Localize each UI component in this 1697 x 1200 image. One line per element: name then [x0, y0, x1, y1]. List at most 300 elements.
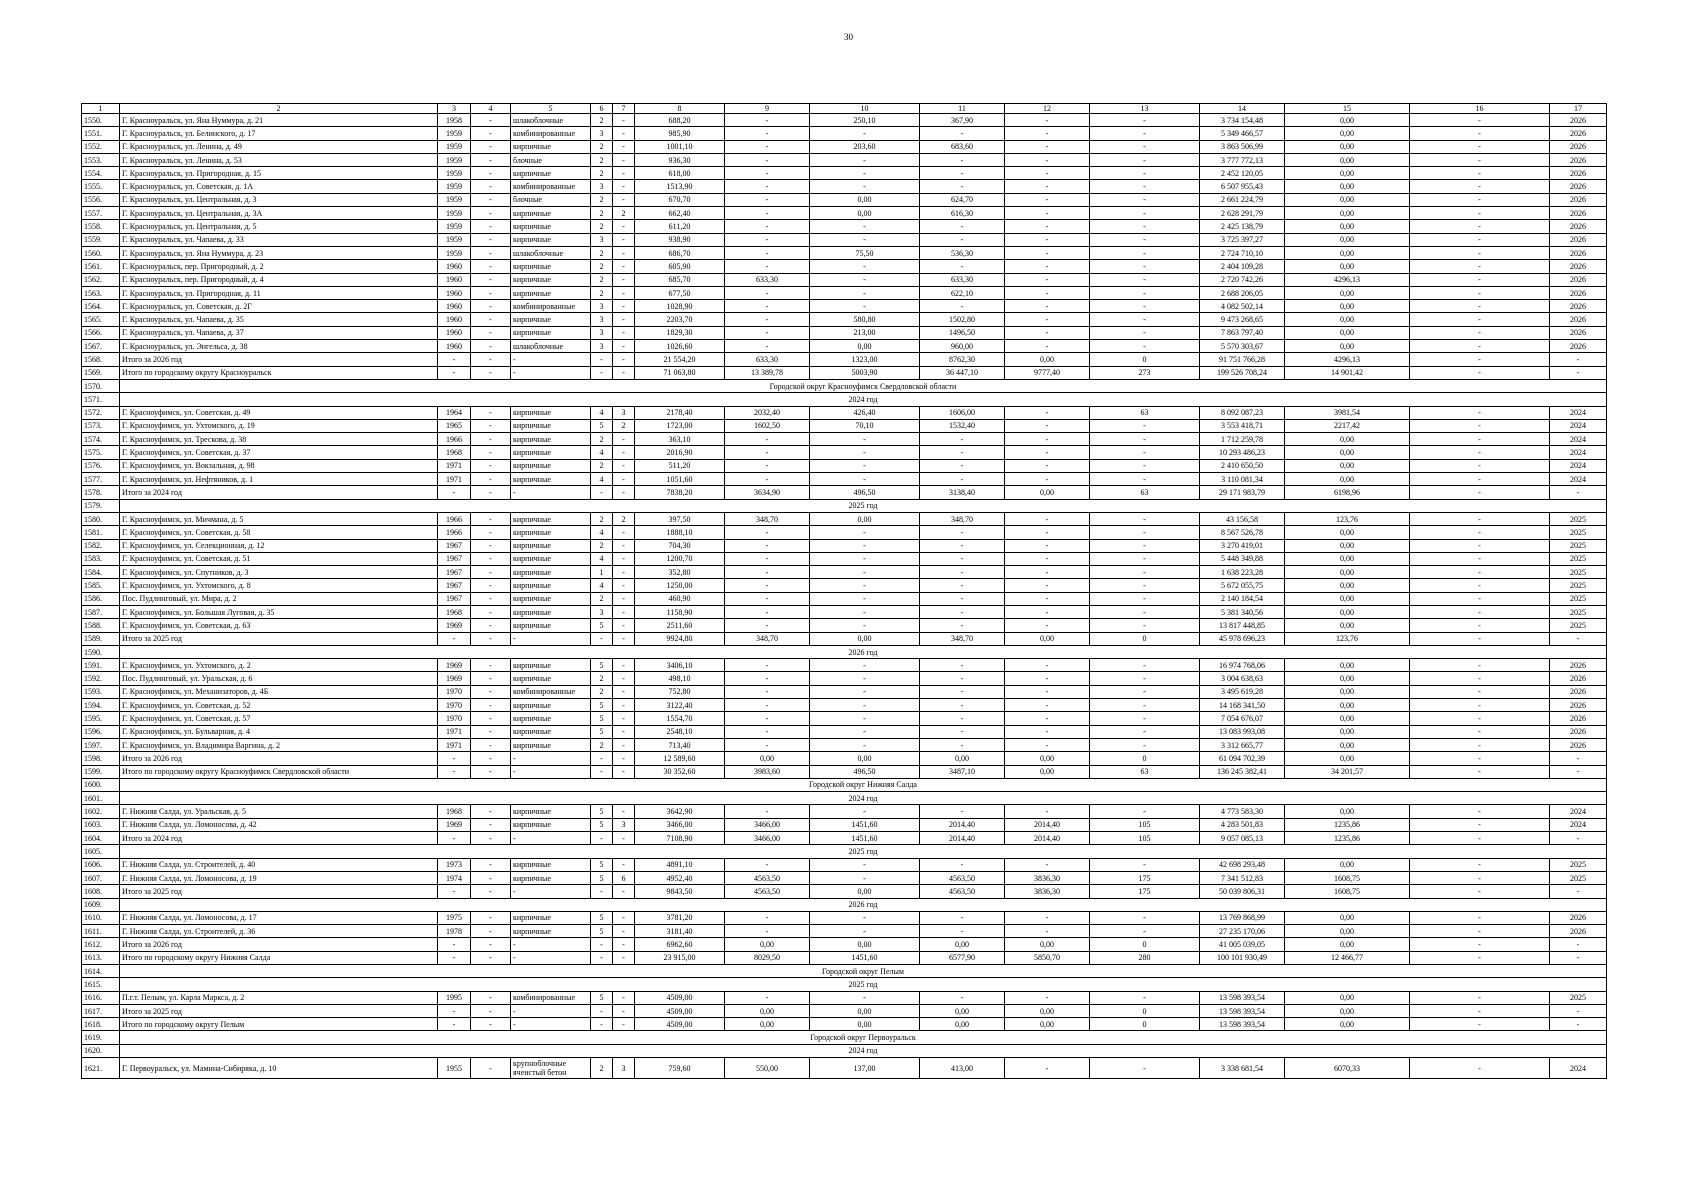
cell-col-5: шлакоблочные [511, 340, 591, 353]
cell-col-5: кирпичные [511, 526, 591, 539]
table-row [82, 246, 1607, 259]
cell-col-14: 3 312 665,77 [1200, 738, 1285, 751]
cell-col-8: 1554,70 [635, 712, 725, 725]
cell-col-5: кирпичные [511, 419, 591, 432]
cell-col-7: - [613, 433, 635, 446]
cell-col-13: 0 [1090, 938, 1200, 951]
cell-col-12: - [1005, 459, 1090, 472]
cell-col-15: 4296,13 [1285, 353, 1410, 366]
cell-col-14: 8 092 087,23 [1200, 406, 1285, 419]
cell-col-4: - [471, 433, 511, 446]
cell-col-10: - [810, 805, 920, 818]
cell-col-11: 3487,10 [920, 765, 1005, 778]
cell-col-11: - [920, 605, 1005, 618]
table-row [82, 765, 1607, 778]
cell-col-12: - [1005, 340, 1090, 353]
cell-col-7: - [613, 805, 635, 818]
cell-col-14: 2 410 650,50 [1200, 459, 1285, 472]
cell-col-6: - [591, 765, 613, 778]
cell-col-16: - [1410, 552, 1550, 565]
cell-col-17: 2025 [1550, 619, 1607, 632]
cell-col-15: 0,00 [1285, 752, 1410, 765]
cell-col-2: Г. Красноуфимск, ул. Советская, д. 49 [120, 406, 438, 419]
page-number: 30 [844, 32, 853, 42]
cell-col-5: кирпичные [511, 406, 591, 419]
cell-col-2: Г. Красноуфимск, ул. Ухтомского, д. 8 [120, 579, 438, 592]
cell-col-13: 273 [1090, 366, 1200, 379]
cell-col-9: 348,70 [725, 512, 810, 525]
cell-col-1: 1566. [82, 326, 120, 339]
cell-col-1: 1599. [82, 765, 120, 778]
table-row [82, 260, 1607, 273]
cell-col-4: - [471, 619, 511, 632]
cell-col-1: 1569. [82, 366, 120, 379]
cell-col-11: 0,00 [920, 1004, 1005, 1017]
cell-col-10: - [810, 167, 920, 180]
cell-col-17: 2025 [1550, 579, 1607, 592]
cell-col-15: 123,76 [1285, 512, 1410, 525]
cell-col-10: 496,50 [810, 765, 920, 778]
cell-col-1: 1603. [82, 818, 120, 831]
cell-col-5: кирпичные [511, 207, 591, 220]
cell-col-2: Итого за 2026 год [120, 938, 438, 951]
cell-col-1: 1607. [82, 871, 120, 884]
cell-col-17: 2025 [1550, 566, 1607, 579]
cell-col-4: - [471, 353, 511, 366]
cell-col-7: 3 [613, 406, 635, 419]
cell-col-4: - [471, 858, 511, 871]
cell-col-16: - [1410, 592, 1550, 605]
cell-col-3: 1971 [438, 459, 471, 472]
cell-col-12: - [1005, 605, 1090, 618]
cell-col-16: - [1410, 406, 1550, 419]
cell-col-1: 1588. [82, 619, 120, 632]
cell-col-12: - [1005, 300, 1090, 313]
cell-col-12: - [1005, 725, 1090, 738]
cell-col-13: - [1090, 313, 1200, 326]
cell-col-8: 1513,90 [635, 180, 725, 193]
cell-col-17: 2025 [1550, 539, 1607, 552]
cell-col-2: Г. Красноуфимск, ул. Нефтяников, д. 1 [120, 473, 438, 486]
cell-col-11: - [920, 220, 1005, 233]
cell-col-11: 2014,40 [920, 818, 1005, 831]
cell-col-13: - [1090, 300, 1200, 313]
cell-col-5: кирпичные [511, 286, 591, 299]
table-row [82, 805, 1607, 818]
cell-col-5: комбинированные [511, 685, 591, 698]
cell-col-5: - [511, 951, 591, 964]
cell-col-17: - [1550, 832, 1607, 845]
cell-col-10: 0,00 [810, 1018, 920, 1031]
cell-col-7: - [613, 459, 635, 472]
cell-col-12: - [1005, 180, 1090, 193]
cell-col-16: - [1410, 659, 1550, 672]
cell-col-7: - [613, 712, 635, 725]
cell-col-1: 1578. [82, 486, 120, 499]
cell-col-10: 213,00 [810, 326, 920, 339]
cell-col-8: 12 589,60 [635, 752, 725, 765]
cell-col-6: 5 [591, 871, 613, 884]
cell-col-14: 2 404 109,28 [1200, 260, 1285, 273]
column-number: 16 [1410, 104, 1550, 114]
cell-col-11: 1496,50 [920, 326, 1005, 339]
cell-col-17: 2026 [1550, 233, 1607, 246]
cell-col-11: - [920, 911, 1005, 924]
table-row [82, 526, 1607, 539]
cell-col-15: 0,00 [1285, 672, 1410, 685]
cell-col-3: 1959 [438, 220, 471, 233]
cell-col-5: - [511, 832, 591, 845]
cell-col-14: 2 425 138,79 [1200, 220, 1285, 233]
column-number: 6 [591, 104, 613, 114]
cell-col-4: - [471, 153, 511, 166]
cell-col-4: - [471, 526, 511, 539]
table-row [82, 1058, 1607, 1079]
cell-col-15: 0,00 [1285, 433, 1410, 446]
cell-col-9: 633,30 [725, 273, 810, 286]
cell-col-17: 2026 [1550, 685, 1607, 698]
cell-col-8: 9843,50 [635, 885, 725, 898]
table-row [82, 340, 1607, 353]
cell-col-11: 624,70 [920, 193, 1005, 206]
cell-col-2: Г. Красноуфимск, ул. Советская, д. 52 [120, 699, 438, 712]
cell-col-1: 1562. [82, 273, 120, 286]
cell-col-5: кирпичные [511, 233, 591, 246]
cell-col-4: - [471, 579, 511, 592]
cell-col-8: 686,70 [635, 246, 725, 259]
cell-col-3: 1975 [438, 911, 471, 924]
cell-col-16: - [1410, 246, 1550, 259]
cell-col-2: Г. Красноуфимск, ул. Большая Луговая, д. 35 [120, 605, 438, 618]
cell-col-13: - [1090, 605, 1200, 618]
cell-col-6: 2 [591, 286, 613, 299]
cell-col-13: - [1090, 419, 1200, 432]
cell-col-15: 0,00 [1285, 566, 1410, 579]
cell-col-12: - [1005, 193, 1090, 206]
cell-col-12: - [1005, 419, 1090, 432]
cell-col-12: - [1005, 539, 1090, 552]
cell-col-6: - [591, 752, 613, 765]
cell-col-9: 1602,50 [725, 419, 810, 432]
cell-col-3: 1967 [438, 592, 471, 605]
cell-col-11: - [920, 446, 1005, 459]
cell-col-5: кирпичные [511, 273, 591, 286]
cell-col-7: - [613, 605, 635, 618]
cell-col-14: 136 245 382,41 [1200, 765, 1285, 778]
cell-col-1: 1608. [82, 885, 120, 898]
cell-col-16: - [1410, 1058, 1550, 1079]
cell-col-17: 2026 [1550, 911, 1607, 924]
cell-col-2: Г. Красноуральск, ул. Чапаева, д. 35 [120, 313, 438, 326]
cell-col-4: - [471, 246, 511, 259]
cell-col-17: 2025 [1550, 605, 1607, 618]
cell-col-4: - [471, 167, 511, 180]
cell-col-16: - [1410, 632, 1550, 645]
cell-col-9: - [725, 433, 810, 446]
cell-col-16: - [1410, 566, 1550, 579]
cell-col-11: - [920, 552, 1005, 565]
cell-col-10: - [810, 233, 920, 246]
cell-col-9: 633,30 [725, 353, 810, 366]
cell-col-5: - [511, 353, 591, 366]
cell-col-12: 9777,40 [1005, 366, 1090, 379]
cell-col-1: 1577. [82, 473, 120, 486]
cell-col-12: - [1005, 446, 1090, 459]
cell-col-6: 2 [591, 738, 613, 751]
cell-col-11: 3138,40 [920, 486, 1005, 499]
cell-col-14: 7 054 676,07 [1200, 712, 1285, 725]
cell-col-16: - [1410, 1004, 1550, 1017]
cell-col-14: 9 057 085,13 [1200, 832, 1285, 845]
cell-col-17: 2026 [1550, 180, 1607, 193]
cell-col-7: - [613, 486, 635, 499]
cell-col-4: - [471, 1058, 511, 1079]
cell-col-6: 3 [591, 605, 613, 618]
cell-col-8: 352,80 [635, 566, 725, 579]
cell-col-15: 0,00 [1285, 127, 1410, 140]
cell-col-17: 2025 [1550, 858, 1607, 871]
table-row [82, 153, 1607, 166]
cell-col-8: 7108,90 [635, 832, 725, 845]
column-number: 12 [1005, 104, 1090, 114]
cell-col-16: - [1410, 193, 1550, 206]
cell-col-10: 1451,60 [810, 818, 920, 831]
cell-col-1: 1572. [82, 406, 120, 419]
cell-col-7: - [613, 340, 635, 353]
cell-col-7: - [613, 353, 635, 366]
row-number: 1571. [82, 393, 120, 406]
cell-col-1: 1558. [82, 220, 120, 233]
cell-col-15: 2217,42 [1285, 419, 1410, 432]
cell-col-7: - [613, 858, 635, 871]
cell-col-8: 611,20 [635, 220, 725, 233]
cell-col-7: - [613, 193, 635, 206]
cell-col-14: 3 495 619,28 [1200, 685, 1285, 698]
cell-col-11: 2014,40 [920, 832, 1005, 845]
cell-col-16: - [1410, 765, 1550, 778]
cell-col-1: 1621. [82, 1058, 120, 1079]
cell-col-5: кирпичные [511, 579, 591, 592]
cell-col-8: 363,10 [635, 433, 725, 446]
cell-col-9: - [725, 725, 810, 738]
cell-col-11: - [920, 858, 1005, 871]
cell-col-1: 1595. [82, 712, 120, 725]
cell-col-8: 670,70 [635, 193, 725, 206]
table-row [82, 446, 1607, 459]
table-row [82, 193, 1607, 206]
cell-col-1: 1591. [82, 659, 120, 672]
cell-col-15: 0,00 [1285, 260, 1410, 273]
cell-col-15: 0,00 [1285, 207, 1410, 220]
cell-col-13: - [1090, 260, 1200, 273]
cell-col-6: 2 [591, 433, 613, 446]
cell-col-4: - [471, 738, 511, 751]
cell-col-6: - [591, 1004, 613, 1017]
cell-col-6: 5 [591, 699, 613, 712]
cell-col-12: - [1005, 659, 1090, 672]
cell-col-10: - [810, 738, 920, 751]
cell-col-2: Г. Нижняя Салда, ул. Ломоносова, д. 19 [120, 871, 438, 884]
cell-col-17: 2026 [1550, 738, 1607, 751]
cell-col-11: 960,00 [920, 340, 1005, 353]
cell-col-4: - [471, 605, 511, 618]
cell-col-13: - [1090, 246, 1200, 259]
cell-col-14: 16 974 768,06 [1200, 659, 1285, 672]
cell-col-17: 2024 [1550, 818, 1607, 831]
cell-col-8: 685,70 [635, 273, 725, 286]
cell-col-4: - [471, 207, 511, 220]
cell-col-4: - [471, 180, 511, 193]
cell-col-2: Г. Красноуфимск, ул. Мичмана, д. 5 [120, 512, 438, 525]
cell-col-17: 2026 [1550, 725, 1607, 738]
cell-col-3: 1970 [438, 685, 471, 698]
cell-col-17: 2024 [1550, 459, 1607, 472]
cell-col-7: - [613, 446, 635, 459]
cell-col-9: - [725, 340, 810, 353]
cell-col-17: 2026 [1550, 699, 1607, 712]
cell-col-6: 3 [591, 340, 613, 353]
cell-col-6: 5 [591, 818, 613, 831]
table-row [82, 1018, 1607, 1031]
cell-col-12: - [1005, 233, 1090, 246]
cell-col-6: 2 [591, 153, 613, 166]
cell-col-17: - [1550, 366, 1607, 379]
cell-col-8: 704,30 [635, 539, 725, 552]
cell-col-14: 3 110 081,34 [1200, 473, 1285, 486]
cell-col-14: 61 094 702,39 [1200, 752, 1285, 765]
cell-col-9: 0,00 [725, 752, 810, 765]
cell-col-10: 250,10 [810, 114, 920, 127]
cell-col-12: - [1005, 114, 1090, 127]
cell-col-9: - [725, 220, 810, 233]
cell-col-1: 1582. [82, 539, 120, 552]
cell-col-15: 0,00 [1285, 233, 1410, 246]
cell-col-2: Г. Красноуральск, ул. Энгельса, д. 38 [120, 340, 438, 353]
cell-col-9: - [725, 672, 810, 685]
cell-col-3: 1965 [438, 419, 471, 432]
cell-col-17: 2025 [1550, 552, 1607, 565]
cell-col-3: - [438, 366, 471, 379]
cell-col-13: - [1090, 619, 1200, 632]
cell-col-4: - [471, 459, 511, 472]
cell-col-12: - [1005, 313, 1090, 326]
cell-col-11: - [920, 566, 1005, 579]
cell-col-8: 605,90 [635, 260, 725, 273]
cell-col-16: - [1410, 672, 1550, 685]
cell-col-1: 1554. [82, 167, 120, 180]
cell-col-11: 1532,40 [920, 419, 1005, 432]
cell-col-11: 367,90 [920, 114, 1005, 127]
cell-col-4: - [471, 765, 511, 778]
cell-col-4: - [471, 871, 511, 884]
cell-col-14: 3 553 418,71 [1200, 419, 1285, 432]
cell-col-11: 6577,90 [920, 951, 1005, 964]
cell-col-6: 2 [591, 246, 613, 259]
cell-col-16: - [1410, 885, 1550, 898]
cell-col-8: 4952,40 [635, 871, 725, 884]
cell-col-17: 2025 [1550, 512, 1607, 525]
cell-col-16: - [1410, 951, 1550, 964]
cell-col-16: - [1410, 526, 1550, 539]
cell-col-2: Итого по городскому округу Нижняя Салда [120, 951, 438, 964]
cell-col-3: 1960 [438, 340, 471, 353]
cell-col-8: 1200,70 [635, 552, 725, 565]
cell-col-11: - [920, 300, 1005, 313]
cell-col-11: - [920, 805, 1005, 818]
cell-col-4: - [471, 552, 511, 565]
cell-col-8: 1250,00 [635, 579, 725, 592]
cell-col-4: - [471, 951, 511, 964]
cell-col-12: - [1005, 685, 1090, 698]
cell-col-17: - [1550, 938, 1607, 951]
cell-col-11: - [920, 725, 1005, 738]
column-number: 1 [82, 104, 120, 114]
cell-col-8: 1158,90 [635, 605, 725, 618]
cell-col-13: 0 [1090, 632, 1200, 645]
cell-col-8: 3781,20 [635, 911, 725, 924]
cell-col-4: - [471, 127, 511, 140]
cell-col-12: - [1005, 738, 1090, 751]
cell-col-15: 1235,86 [1285, 832, 1410, 845]
cell-col-4: - [471, 114, 511, 127]
cell-col-7: - [613, 938, 635, 951]
cell-col-7: - [613, 885, 635, 898]
cell-col-14: 3 863 506,99 [1200, 140, 1285, 153]
cell-col-2: Итого по городскому округу Пелым [120, 1018, 438, 1031]
cell-col-9: - [725, 246, 810, 259]
cell-col-16: - [1410, 207, 1550, 220]
cell-col-1: 1576. [82, 459, 120, 472]
cell-col-3: 1970 [438, 699, 471, 712]
cell-col-1: 1592. [82, 672, 120, 685]
cell-col-12: 0,00 [1005, 632, 1090, 645]
cell-col-4: - [471, 699, 511, 712]
cell-col-17: 2024 [1550, 473, 1607, 486]
cell-col-15: 0,00 [1285, 858, 1410, 871]
cell-col-2: Г. Красноуральск, ул. Белинского, д. 17 [120, 127, 438, 140]
cell-col-10: 0,00 [810, 207, 920, 220]
row-number: 1590. [82, 645, 120, 658]
table-row [82, 938, 1607, 951]
cell-col-14: 2 720 742,26 [1200, 273, 1285, 286]
cell-col-17: 2026 [1550, 672, 1607, 685]
cell-col-7: 3 [613, 818, 635, 831]
cell-col-2: Г. Красноуральск, ул. Центральная, д. 5 [120, 220, 438, 233]
cell-col-5: комбинированные [511, 300, 591, 313]
cell-col-13: - [1090, 1058, 1200, 1079]
table-row [82, 699, 1607, 712]
cell-col-10: - [810, 699, 920, 712]
cell-col-17: 2026 [1550, 300, 1607, 313]
cell-col-1: 1553. [82, 153, 120, 166]
cell-col-8: 938,90 [635, 233, 725, 246]
section-row [82, 645, 1607, 658]
cell-col-2: Г. Красноуфимск, ул. Бульварная, д. 4 [120, 725, 438, 738]
column-number: 3 [438, 104, 471, 114]
cell-col-13: - [1090, 592, 1200, 605]
cell-col-6: 2 [591, 539, 613, 552]
cell-col-13: 0 [1090, 353, 1200, 366]
cell-col-6: 5 [591, 619, 613, 632]
cell-col-13: - [1090, 114, 1200, 127]
column-number: 4 [471, 104, 511, 114]
cell-col-17: 2026 [1550, 273, 1607, 286]
cell-col-16: - [1410, 925, 1550, 938]
cell-col-3: - [438, 1004, 471, 1017]
row-number: 1601. [82, 792, 120, 805]
cell-col-1: 1575. [82, 446, 120, 459]
cell-col-12: 0,00 [1005, 486, 1090, 499]
